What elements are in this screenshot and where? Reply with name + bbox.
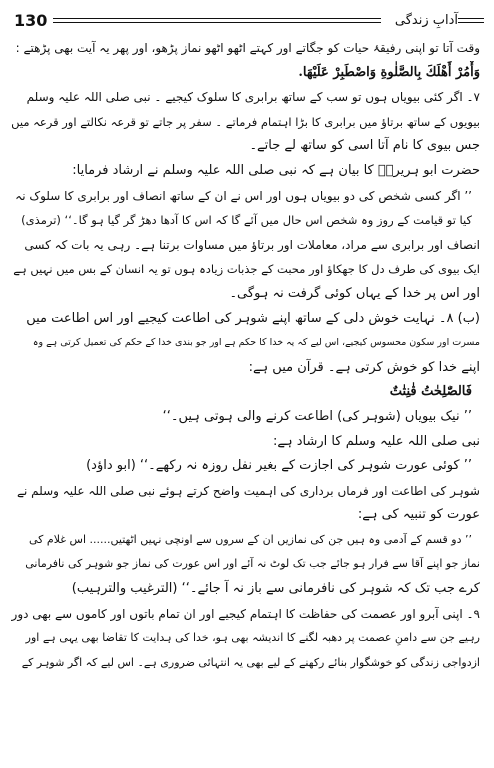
- hadith-quote: کرے جب تک کہ شوہر کی نافرمانی سے باز نہ آ جائے۔‘‘ (الترغیب والترہیب): [71, 581, 480, 597]
- text-line: اپنے خدا کو خوش کرتی ہے۔ قرآن میں ہے:: [248, 359, 480, 375]
- text-line: انصاف اور برابری سے مراد، معاملات اور برتاؤ میں مساوات برتنا ہے۔ رہی یہ بات کہ کسی: [24, 237, 480, 252]
- quran-verse: وَأْمُرْ أَهْلَكَ بِالصَّلٰوةِ وَاصْطَبِرْ عَلَيْهَا.: [298, 64, 480, 80]
- hadith-quote: ’’ کوئی عورت شوہر کی اجازت کے بغیر نفل روزہ نہ رکھے۔‘‘ (ابو داؤد): [86, 458, 472, 474]
- page-header: [8, 8, 484, 32]
- quran-verse: فَالصّٰلِحٰتُ قٰنِتٰتٌ: [389, 384, 472, 400]
- text-line: ازدواجی زندگی کو خوشگوار بنائے رکھنے کے لیے بھی یہ انتہائی ضروری ہے۔ اس لیے کہ اگر شوہر کے: [21, 655, 480, 669]
- text-line: اور اس پر خدا کے یہاں کوئی گرفت نہ ہوگی۔: [229, 285, 480, 301]
- text-line: ایک بیوی کی طرف دل کا جھکاؤ اور محبت کے جذبات زیادہ ہوں تو یہ انسان کے بس میں نہیں ہے: [13, 262, 480, 277]
- text-line: رہیے جن سے دامنِ عصمت پر دھبہ لگنے کا اندیشہ بھی ہو، خدا کی ہدایت کا تقاضا بھی یہی ہے اور: [25, 631, 480, 645]
- hadith-quote: ’’ دو قسم کے آدمی وہ ہیں جن کی نمازیں ان کے سروں سے اونچی نہیں اٹھتیں...... اس غلام کی: [29, 532, 472, 546]
- text-line: وقت آتا تو اپنی رفیقۂ حیات کو جگاتے اور کہتے اٹھو اٹھو نماز پڑھو، اور پھر یہ آیت بھی پڑھتے :: [15, 41, 480, 55]
- text-line: (ب) ۸۔ نہایت خوش دلی کے ساتھ اپنے شوہر کی اطاعت کیجیے اور اس اطاعت میں: [26, 310, 480, 326]
- text-line: ۹۔ اپنی آبرو اور عصمت کی حفاظت کا اہتمام کیجیے اور ان تمام باتوں اور کاموں سے بھی دور: [11, 606, 480, 621]
- page-number: 130: [14, 10, 48, 30]
- text-line: بیویوں کے ساتھ برتاؤ میں برابری کا بڑا اہتمام فرماتے ۔ سفر پر جاتے تو قرعہ نکالتے اور قرعہ میں: [11, 114, 480, 129]
- text-line: ۷۔ اگر کئی بیویاں ہوں تو سب کے ساتھ برابری کا سلوک کیجیے ۔ نبی صلی اللہ علیہ وسلم: [26, 90, 480, 105]
- hadith-quote: کیا تو قیامت کے روز وہ شخص اس حال میں آئے گا کہ اس کا آدھا دھڑ گر گیا ہو گا۔‘‘ (ترمذی): [21, 213, 472, 228]
- text-line: مسرت اور سکون محسوس کیجیے، اس لیے کہ یہ خدا کا حکم ہے اور جو بندی خدا کے حکم کی تعمیل کرتی ہے وہ: [32, 337, 480, 349]
- text-line: شوہر کی اطاعت اور فرماں برداری کی اہمیت واضح کرتے ہوئے نبی صلی اللہ علیہ وسلم نے: [16, 483, 480, 498]
- hadith-quote: نماز جو اپنے آقا سے فرار ہو جائے جب تک لوٹ نہ آئے اور اس عورت کی نماز جو شوہر کی نافرمانی: [25, 557, 480, 571]
- page-body: [10, 36, 480, 762]
- hadith-quote: ’’ اگر کسی شخص کی دو بیویاں ہوں اور اس نے ان کے ساتھ انصاف اور برابری کا سلوک نہ: [15, 188, 472, 203]
- text-line: جس بیوی کا نام آتا اسی کو ساتھ لے جاتے۔: [249, 138, 480, 154]
- header-rule: [53, 18, 380, 23]
- header-rule-right: [458, 18, 484, 23]
- running-title: آدابِ زندگی: [394, 12, 458, 28]
- text-line: عورت کو تنبیہ کی ہے:: [357, 507, 480, 523]
- text-line: حضرت ابو ہریرہؓ کا بیان ہے کہ نبی صلی اللہ علیہ وسلم نے ارشاد فرمایا:: [72, 162, 480, 178]
- translation-quote: ’’ نیک بیویاں (شوہر کی) اطاعت کرنے والی ہوتی ہیں۔‘‘: [162, 408, 472, 424]
- text-line: نبی صلی اللہ علیہ وسلم کا ارشاد ہے:: [273, 433, 480, 449]
